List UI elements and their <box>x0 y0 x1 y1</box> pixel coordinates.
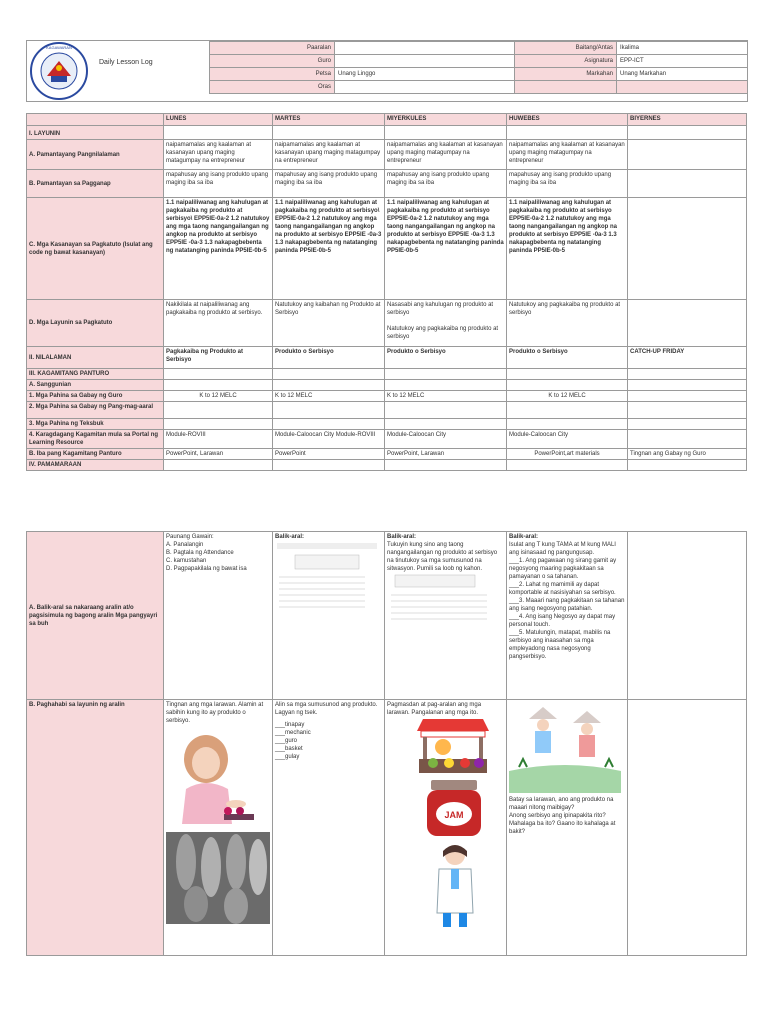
list-item: ___basket <box>275 746 303 752</box>
table-cell: Natutukoy ang kaibahan ng Produkto at Serbisyo <box>273 300 385 347</box>
row-label: C. Mga Kasanayan sa Pagkatuto (Isulat ang code ng bawat kasanayan) <box>27 198 164 300</box>
list-item: ___guro <box>275 738 298 744</box>
dried-fish-image <box>166 832 270 924</box>
table-cell: Natutukoy ang pagkakaiba ng produkto at serbisyo <box>507 300 628 347</box>
list-item: A. Panalangin <box>166 542 204 548</box>
table-cell: PowerPoint, Larawan <box>164 449 273 460</box>
header-value: Unang Linggo <box>335 68 515 81</box>
table-cell <box>628 391 747 402</box>
day-header-wednesday: MIYERKULES <box>385 114 507 126</box>
header-label: Paaralan <box>210 42 335 55</box>
table-row <box>27 460 747 471</box>
row-label: B. Paghahabi sa layunin ng aralin <box>27 700 164 956</box>
farmers-image <box>509 701 621 793</box>
layunin-row <box>27 126 747 140</box>
table-cell <box>628 300 747 347</box>
table-cell: Pagkakaiba ng Produkto at Serbisyo <box>164 347 273 369</box>
header-value <box>335 81 515 94</box>
table-row <box>27 347 747 369</box>
list-item: ___mechanic <box>275 730 311 736</box>
table-row <box>27 430 747 449</box>
table-cell: Produkto o Serbisyo <box>273 347 385 369</box>
table-cell <box>164 532 273 700</box>
logo-area <box>27 41 209 101</box>
table-cell: K to 12 MELC <box>273 391 385 402</box>
header-label: Markahan <box>515 68 617 81</box>
table-cell: naipamamalas ang kaalaman at kasanayan upang maging matagumpay na entrepreneur <box>273 140 385 170</box>
table-cell: K to 12 MELC <box>385 391 507 402</box>
cell-title: Balik-aral: <box>387 534 417 540</box>
section-heading: III. KAGAMITANG PANTURO <box>27 369 164 380</box>
table-cell: Module-Caloocan City <box>507 430 628 449</box>
list-item: ___5. Matulungin, matapat, mabilis na serbisyo ang inaasahan sa mga empleyadong nasa negosyong pangserbisyo. <box>509 630 611 660</box>
jam-label: JAM <box>444 810 464 820</box>
table-cell: K to 12 MELC <box>164 391 273 402</box>
table-cell: PowerPoint <box>273 449 385 460</box>
table-row <box>27 700 747 956</box>
table-cell: Produkto o Serbisyo <box>507 347 628 369</box>
table-row <box>27 170 747 198</box>
cell-text: Nasasabi ang kahulugan ng produkto at serbisyo <box>387 302 494 316</box>
cell-text: Tukuyin kung sino ang taong nangangailangan ng produkto at serbisyo na tinutukoy sa mga sumusunod na sitwasyon. Pumili sa loob ng kahon. <box>387 542 498 572</box>
table-cell: 1.1 naipaliliwanag ang kahulugan at pagkakaiba ng produkto at serbisyo\ EPP5IE-0a-2 1.2 natutukoy ang mga taong nangangailangan ng angkop na produkto at serbisyo EPP5IE -0a-3 1.3 nakapagbebenta ng natatanging paninda PP5IE-0b-5 <box>164 198 273 300</box>
cell-text: Alin sa mga sumusunod ang produkto. Lagyan ng tsek. <box>275 702 378 716</box>
cell-text: Natutukoy ang pagkakaiba ng produkto at serbisyo <box>387 326 499 340</box>
cell-title: Balik-aral: <box>509 534 539 540</box>
table-cell <box>385 700 507 956</box>
cell-text: Mahalaga ba ito? Gaano ito kahalaga at bakit? <box>509 821 616 835</box>
table-cell: Tingnan ang Gabay ng Guro <box>628 449 747 460</box>
table-row <box>27 419 747 430</box>
day-header-monday: LUNES <box>164 114 273 126</box>
table-cell <box>628 700 747 956</box>
header-row <box>210 81 748 94</box>
doctor-image <box>425 841 485 931</box>
header-value <box>335 42 515 55</box>
row-label: A. Pamantayang Pangnilalaman <box>27 140 164 170</box>
list-item: ___4. Ang isang Negosyo ay dapat may personal touch. <box>509 614 616 628</box>
table-cell: naipamamalas ang kaalaman at kasanayan upang maging matagumpay na entrepreneur <box>507 140 628 170</box>
table-cell <box>385 300 507 347</box>
header-value <box>335 55 515 68</box>
jam-jar-image <box>419 778 489 838</box>
section-heading: II. NILALAMAN <box>27 347 164 369</box>
table-cell <box>507 700 628 956</box>
cell-text: Anong serbisyo ang ipinapakita rito? <box>509 813 606 819</box>
table-cell: K to 12 MELC <box>507 391 628 402</box>
header-label <box>515 81 617 94</box>
row-label: 3. Mga Pahina ng Teksbuk <box>27 419 164 430</box>
day-header-tuesday: MARTES <box>273 114 385 126</box>
worksheet-image <box>387 573 497 625</box>
header-info-table <box>209 41 748 94</box>
header-label: Asignatura <box>515 55 617 68</box>
svg-text:KAGAWARAN: KAGAWARAN <box>46 45 72 50</box>
row-label: B. Iba pang Kagamitang Panturo <box>27 449 164 460</box>
section-heading: IV. PAMAMARAAN <box>27 460 164 471</box>
table-cell: mapahusay ang isang produkto upang maging iba sa iba <box>507 170 628 198</box>
header-row <box>210 42 748 55</box>
header-label: Guro <box>210 55 335 68</box>
manicure-woman-image <box>166 729 264 829</box>
table-cell: mapahusay ang isang produkto upang maging iba sa iba <box>273 170 385 198</box>
dll-header <box>26 40 748 102</box>
table-cell: CATCH-UP FRIDAY <box>628 347 747 369</box>
table-row <box>27 449 747 460</box>
lesson-plan-table <box>26 113 747 471</box>
table-cell: Produkto o Serbisyo <box>385 347 507 369</box>
table-cell <box>628 198 747 300</box>
header-row <box>210 68 748 81</box>
pamamaraan-table <box>26 531 747 956</box>
cell-text: Pagmasdan at pag-aralan ang mga larawan. Pangalanan ang mga ito. <box>387 702 482 716</box>
cell-title: Paunang Gawain: <box>166 534 214 540</box>
table-cell: Nakikilala at naipaliliwanag ang pagkakaiba ng produkto at serbisyo. <box>164 300 273 347</box>
table-cell: Module-Caloocan City <box>385 430 507 449</box>
header-value: EPP-ICT <box>617 55 748 68</box>
header-row <box>210 55 748 68</box>
table-cell <box>628 170 747 198</box>
table-cell: mapahusay ang isang produkto upang maging iba sa iba <box>385 170 507 198</box>
cell-text: Isulat ang T kung TAMA at M kung MALI ang isinasaad ng pangungusap. <box>509 542 616 556</box>
row-label: B. Pamantayan sa Pagganap <box>27 170 164 198</box>
cell-text: Tingnan ang mga larawan. Alamin at sabihin kung ito ay produkto o serbisyo. <box>166 702 264 724</box>
day-header-friday: BIYERNES <box>628 114 747 126</box>
deped-seal-icon <box>29 41 89 101</box>
table-row <box>27 532 747 700</box>
table-cell: 1.1 naipaliliwanag ang kahulugan at pagkakaiba ng produkto at serbisyo\ EPP5IE-0a-2 1.2 natutukoy ang mga taong nangangailangan ng angkop na produkto at serbisyo EPP5IE -0a-3 1.3 nakapagbebenta ng natatanging paninda PP5IE-0b-5 <box>273 198 385 300</box>
header-label: Baitang/Antas <box>515 42 617 55</box>
table-row <box>27 300 747 347</box>
row-label: 2. Mga Pahina sa Gabay ng Pang-mag-aaral <box>27 402 164 419</box>
row-label: A. Balik-aral sa nakaraang aralin at/o pagsisimula ng bagong aralin Mga pangyayri sa buh <box>27 532 164 700</box>
table-row <box>27 369 747 380</box>
table-cell: Module-Caloocan City Module-ROVIII <box>273 430 385 449</box>
header-value: Ikalima <box>617 42 748 55</box>
list-item: ___1. Ang pagawaan ng sirang gamit ay negosyong maaring pagkakitaan sa pamayanan o sa tahanan. <box>509 558 617 580</box>
table-cell: 1.1 naipaliliwanag ang kahulugan at pagkakaiba ng produkto at serbisyo EPP5IE-0a-2 1.2 natutukoy ang mga taong nangangailangan ng angkop na produkto at serbisyo EPP5IE -0a-3 1.3 nakapagbebenta ng natatanging paninda PP5IE-0b-5 <box>507 198 628 300</box>
table-row <box>27 402 747 419</box>
list-item: C. kamustahan <box>166 558 207 564</box>
table-row <box>27 391 747 402</box>
table-row <box>27 380 747 391</box>
table-cell: 1.1 naipaliliwanag ang kahulugan at pagkakaiba ng produkto at serbisyo EPP5IE-0a-2 1.2 natutukoy ang mga taong nangangailangan ng angkop na produkto at serbisyo EPP5IE -0a-3 1.3 nakapagbebenta ng natatanging paninda PP5IE-0b-5 <box>385 198 507 300</box>
list-item: ___2. Lahat ng mamimili ay dapat komportable at nasisiyahan sa serbisyo. <box>509 582 616 596</box>
corner-cell <box>27 114 164 126</box>
header-value <box>617 81 748 94</box>
market-stall-image <box>413 717 493 775</box>
header-value: Unang Markahan <box>617 68 748 81</box>
list-item: B. Pagtala ng Attendance <box>166 550 234 556</box>
table-cell: PowerPoint, Larawan <box>385 449 507 460</box>
row-label: A. Sanggunian <box>27 380 164 391</box>
table-cell <box>628 430 747 449</box>
cell-text: Batay sa larawan, ano ang produkto na maaari nitong maibigay? <box>509 797 614 811</box>
table-cell <box>164 700 273 956</box>
table-cell <box>385 532 507 700</box>
table-row <box>27 198 747 300</box>
list-item: ___tinapay <box>275 722 305 728</box>
document-title: Daily Lesson Log <box>99 59 153 66</box>
cell-title: Balik-aral: <box>275 534 305 540</box>
header-label: Oras <box>210 81 335 94</box>
list-item: D. Pagpapakilala ng bawat isa <box>166 566 247 572</box>
worksheet-image <box>275 541 379 621</box>
table-cell: PowerPoint,art materials <box>507 449 628 460</box>
table-cell <box>273 532 385 700</box>
row-label: 4. Karagdagang Kagamitan mula sa Portal ng Learning Resource <box>27 430 164 449</box>
section-heading: I. LAYUNIN <box>27 126 164 140</box>
list-item: ___3. Maaari nang pagkakitaan sa tahanan ang isang negosyong patahian. <box>509 598 625 612</box>
table-cell <box>628 140 747 170</box>
day-header-thursday: HUWEBES <box>507 114 628 126</box>
header-label: Petsa <box>210 68 335 81</box>
table-cell: Module-ROVIII <box>164 430 273 449</box>
table-cell: naipamamalas ang kaalaman at kasanayan upang maging matagumpay na entrepreneur <box>164 140 273 170</box>
table-cell <box>628 532 747 700</box>
days-header-row <box>27 114 747 126</box>
table-cell <box>507 532 628 700</box>
row-label: D. Mga Layunin sa Pagkatuto <box>27 300 164 347</box>
table-row <box>27 140 747 170</box>
table-cell: mapahusay ang isang produkto upang maging iba sa iba <box>164 170 273 198</box>
row-label: 1. Mga Pahina sa Gabay ng Guro <box>27 391 164 402</box>
list-item: ___gulay <box>275 754 300 760</box>
table-cell <box>273 700 385 956</box>
table-cell: naipamamalas ang kaalaman at kasanayan upang maging matagumpay na entrepreneur <box>385 140 507 170</box>
